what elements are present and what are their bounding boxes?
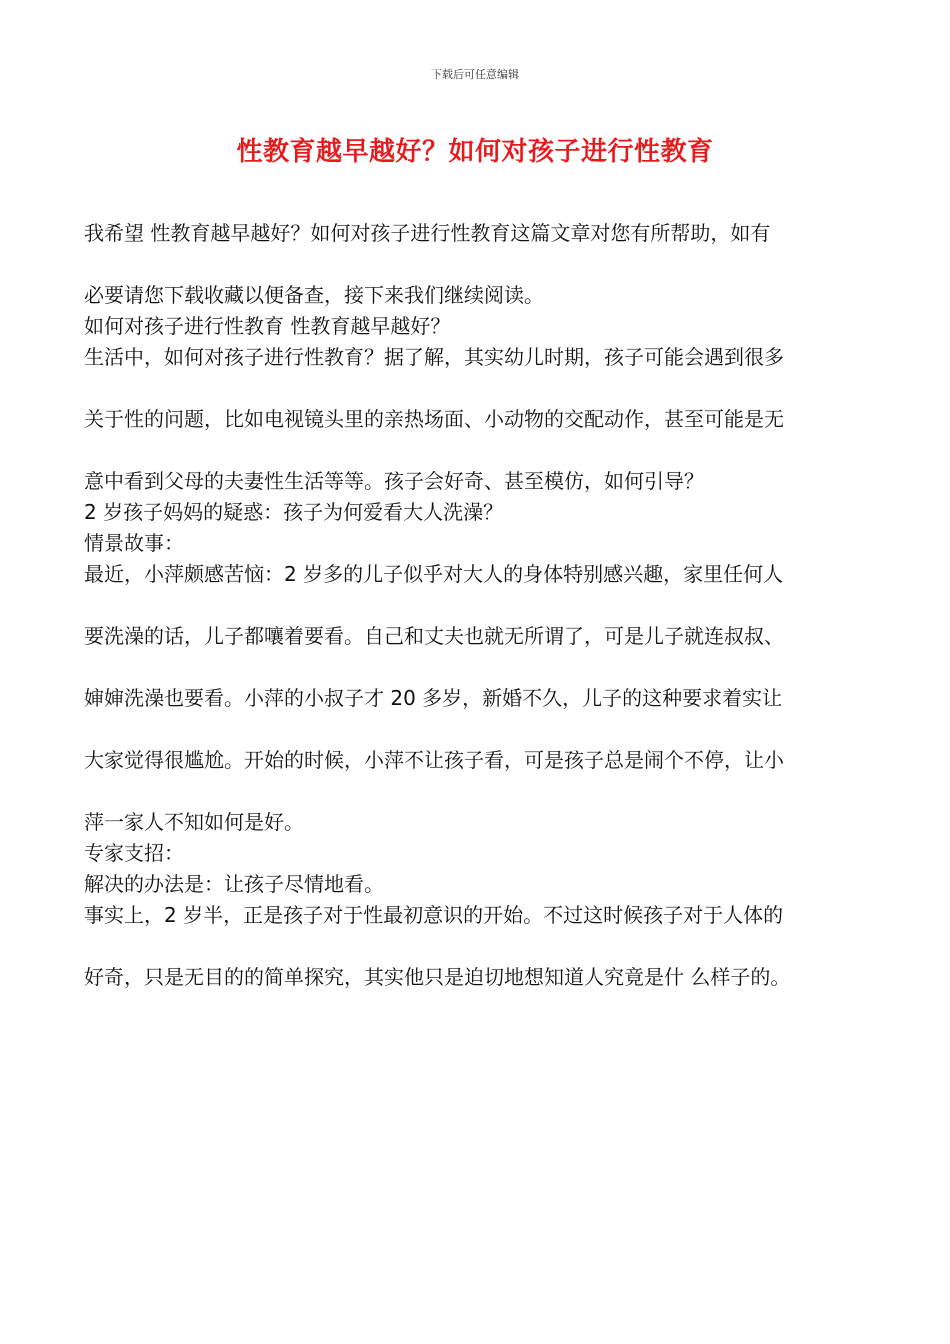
body-line: 我希望 性教育越早越好？如何对孩子进行性教育这篇文章对您有所帮助，如有 <box>84 221 771 245</box>
body-line: 生活中，如何对孩子进行性教育？据了解，其实幼儿时期，孩子可能会遇到很多 <box>84 345 784 369</box>
document-title: 性教育越早越好？如何对孩子进行性教育 <box>236 137 714 167</box>
body-line: 要洗澡的话，儿子都嚷着要看。自己和丈夫也就无所谓了，可是儿子就连叔叔、 <box>84 624 784 648</box>
body-line: 必要请您下载收藏以便备查，接下来我们继续阅读。 <box>84 283 544 307</box>
body-line: 事实上，2 岁半，正是孩子对于性最初意识的开始。不过这时候孩子对于人体的 <box>84 903 784 927</box>
body-line: 解决的办法是：让孩子尽情地看。 <box>84 872 384 896</box>
body-line: 婶婶洗澡也要看。小萍的小叔子才 20 多岁，新婚不久，儿子的这种要求着实让 <box>84 686 783 710</box>
body-line: 关于性的问题，比如电视镜头里的亲热场面、小动物的交配动作，甚至可能是无 <box>84 407 784 431</box>
body-line: 大家觉得很尴尬。开始的时候，小萍不让孩子看，可是孩子总是闹个不停，让小 <box>84 748 784 772</box>
body-line: 专家支招： <box>84 841 184 865</box>
body-line: 好奇，只是无目的的简单探究，其实他只是迫切地想知道人究竟是什 么样子的。 <box>84 965 791 989</box>
body-line: 意中看到父母的夫妻性生活等等。孩子会好奇、甚至模仿，如何引导？ <box>84 469 704 493</box>
body-line: 情景故事： <box>84 531 184 555</box>
document-body <box>84 218 874 993</box>
body-line: 2 岁孩子妈妈的疑惑：孩子为何爱看大人洗澡？ <box>84 500 504 524</box>
body-line: 最近，小萍颇感苦恼：2 岁多的儿子似乎对大人的身体特别感兴趣，家里任何人 <box>84 562 784 586</box>
body-line: 萍一家人不知如何是好。 <box>84 810 304 834</box>
page-header-note: 下载后可任意编辑 <box>431 68 519 81</box>
body-line: 如何对孩子进行性教育 性教育越早越好？ <box>84 314 451 338</box>
